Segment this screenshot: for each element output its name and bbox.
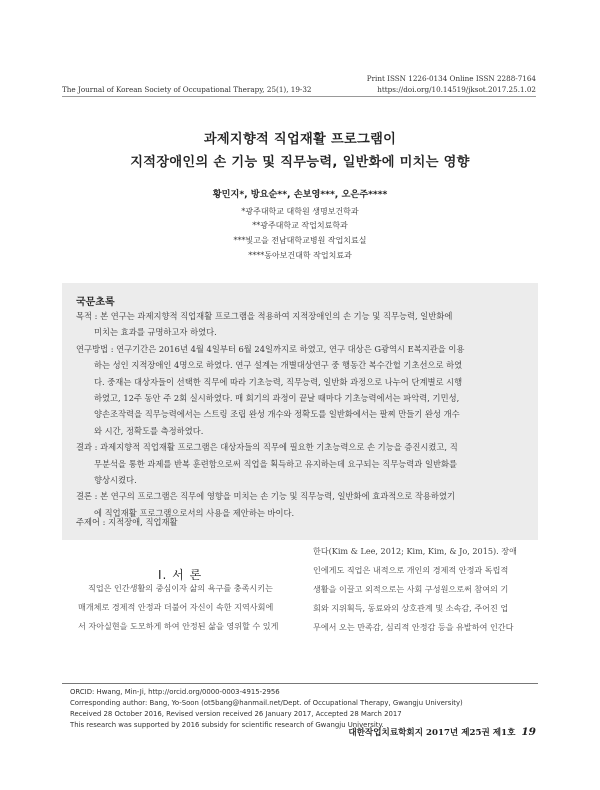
intro-left-line: 직업은 인간생활의 중심이자 삶의 욕구를 충족시키는 (88, 583, 273, 593)
abstract-line: 결과 : 과제지향적 직업재활 프로그램은 대상자들의 직무에 필요한 기초능력으로 손 기능을 증진시켰고, 직 (76, 442, 458, 453)
abstract-line: 향상시켰다. (94, 475, 137, 485)
footnote-funding: This research was supported by 2016 subsidy for scientific research of Gwangju University. (70, 721, 384, 729)
affiliation-3: ***빛고을 전남대학교병원 작업치료실 (233, 236, 367, 245)
abstract-line: 결론 : 본 연구의 프로그램은 직무에 영향을 미치는 손 기능 및 직무능력, 일반화에 효과적으로 작용하였기 (76, 491, 455, 502)
intro-right-line: 인에게도 직업은 내적으로 개인의 경제적 안정과 독립적 (313, 565, 509, 575)
page-footer (348, 726, 536, 738)
abstract-line: 하였고, 12주 동안 주 2회 실시하였다. 매 회기의 과정이 끝날 때마다 기초능력에서는 파악력, 기민성, (94, 393, 460, 403)
abstract-line: 양손조작력을 직무능력에서는 스트링 조립 완성 개수와 정확도를 일반화에서는 팔찌 만들기 완성 개수 (94, 409, 460, 420)
abstract-line: 무분석을 통한 과제를 반복 훈련함으로써 직업을 획득하고 유지하는데 요구되는 직무능력과 일반화를 (94, 458, 457, 469)
abstract-line: 에 직업재활 프로그램으로서의 사용을 제안하는 바이다. (94, 507, 295, 518)
affiliation-1: *광주대학교 대학원 생명보건학과 (241, 207, 359, 216)
footnote-received: Received 28 October 2016, Revised version received 26 January 2017, Accepted 28 March 2017 (70, 710, 402, 718)
intro-right-line: 한다(Kim & Lee, 2012; Kim, Kim, & Jo, 2015). 장애 (313, 546, 517, 556)
intro-right-line: 생활을 이끌고 외적으로는 사회 구성원으로써 참여의 기 (313, 584, 509, 594)
page-number: 19 (521, 726, 536, 738)
abstract-heading: 국문초록 (76, 297, 115, 308)
keywords: 주제어 : 지적장애, 직업재활 (76, 517, 178, 527)
abstract-line: 와 시간, 정확도를 측정하였다. (94, 425, 204, 436)
footnote-divider (62, 683, 538, 684)
intro-right-line: 무에서 오는 만족감, 심리적 안정감 등을 유발하여 인간다 (313, 622, 514, 632)
footnote-corresponding: Corresponding author: Bang, Yo-Soon (ot5bang@hanmail.net/Dept. of Occupational Therapy, Gwangju University) (70, 699, 463, 707)
author-list: 황민지*, 방요순**, 손보영***, 오은주**** (212, 189, 388, 200)
intro-left-line: 서 자아실현을 도모하게 하여 안정된 삶을 영위할 수 있게 (78, 621, 279, 631)
abstract-line: 목적 : 본 연구는 과제지향적 직업재활 프로그램을 적용하여 지적장애인의 손 기능 및 직무능력, 일반화에 (76, 311, 453, 321)
abstract-line: 다. 중재는 대상자들이 선택한 직무에 따라 기초능력, 직무능력, 일반화 과정으로 나누어 단계별로 시행 (94, 376, 463, 387)
intro-left-line: 매개체로 경제적 안정과 더불어 자신이 속한 지역사회에 (78, 602, 274, 612)
doi-line: https://doi.org/10.14519/jksot.2017.25.1.02 (377, 85, 536, 94)
title-line-2: 지적장애인의 손 기능 및 직무능력, 일반화에 미치는 영향 (130, 155, 470, 170)
affiliation-2: **광주대학교 작업치료학과 (252, 221, 348, 230)
footer-journal: 대한작업치료학회지 2017년 제25권 제1호 (348, 728, 516, 738)
abstract-line: 미치는 효과를 규명하고자 하였다. (94, 327, 217, 338)
abstract-line: 연구방법 : 연구기간은 2016년 4월 4일부터 6월 24일까지로 하였고, 연구 대상은 G광역시 E복지관을 이용 (76, 343, 465, 354)
title-line-1: 과제지향적 직업재활 프로그램이 (203, 132, 397, 147)
section-heading: Ⅰ. 서 론 (158, 568, 203, 582)
abstract-line: 하는 성인 지적장애인 4명으로 하였다. 연구 설계는 개별대상연구 중 행동간 복수간헐 기초선으로 하였 (94, 360, 463, 371)
journal-citation: The Journal of Korean Society of Occupational Therapy, 25(1), 19-32 (62, 85, 312, 94)
affiliation-4: ****동아보건대학 작업치료과 (248, 251, 352, 260)
issn-line: Print ISSN 1226-0134 Online ISSN 2288-7164 (366, 74, 536, 83)
intro-right-line: 회와 지위획득, 동료와의 상호관계 및 소속감, 주어진 업 (313, 603, 509, 613)
footnote-orcid: ORCID: Hwang, Min-Ji, http://orcid.org/0000-0003-4915-2956 (70, 688, 280, 696)
header-divider (62, 96, 536, 97)
